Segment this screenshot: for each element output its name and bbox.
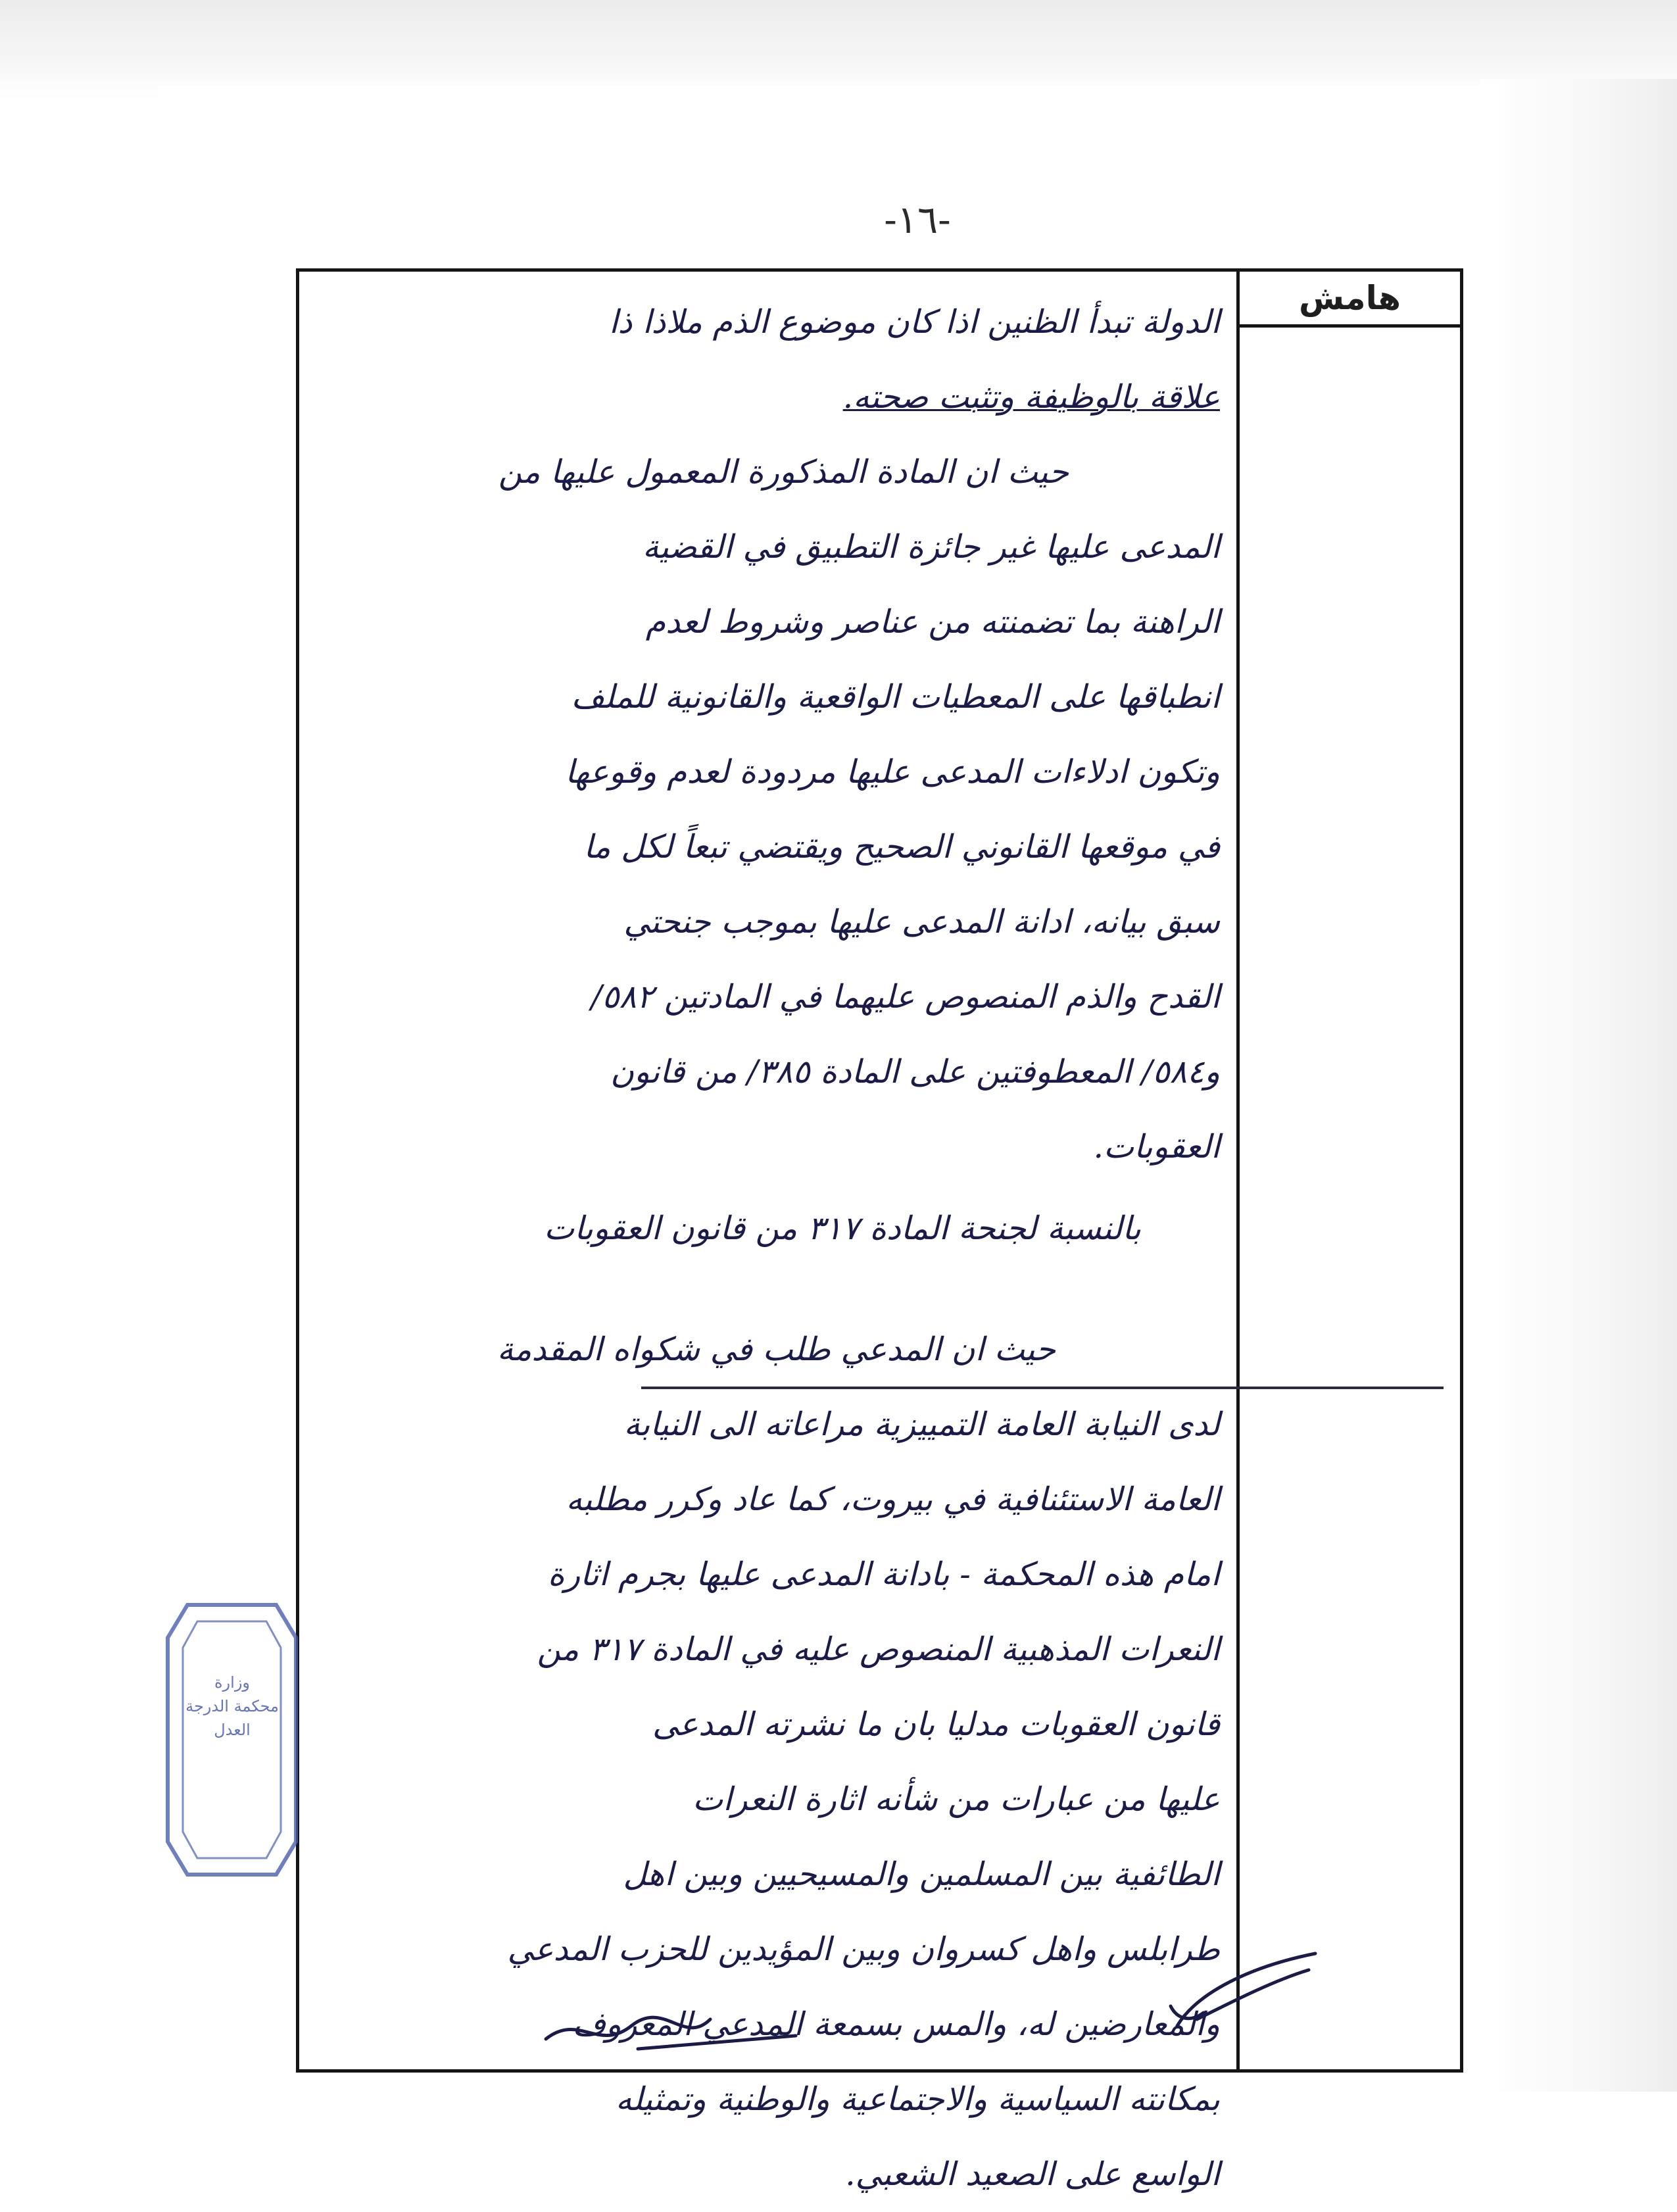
text-line: الطائفية بين المسلمين والمسيحيين وبين اهل xyxy=(623,1856,1220,1893)
section-underline xyxy=(641,1387,1444,1389)
margin-header xyxy=(1240,272,1460,328)
text-line: حيث ان المادة المذكورة المعمول عليها من xyxy=(498,453,1069,491)
underlined-text: علاقة بالوظيفة وتثبت صحته. xyxy=(842,378,1220,416)
initials-mark xyxy=(1157,1940,1328,2032)
text-line: سبق بيانه، ادانة المدعى عليها بموجب جنحتي xyxy=(623,903,1220,941)
text-line: لدى النيابة العامة التمييزية مراعاته الى النيابة xyxy=(623,1406,1220,1443)
text-line: العامة الاستئنافية في بيروت، كما عاد وكرر مطلبه xyxy=(566,1481,1220,1518)
text-line: قانون العقوبات مدليا بان ما نشرته المدعى xyxy=(652,1706,1220,1743)
text-line: في موقعها القانوني الصحيح ويقتضي تبعاً لكل ما xyxy=(583,828,1220,866)
stamp-line: العدل xyxy=(214,1721,251,1739)
margin-column xyxy=(1236,272,1460,2069)
handwritten-body xyxy=(319,285,1220,2212)
page-number: -١٦- xyxy=(884,197,951,242)
scan-shadow-top xyxy=(0,0,1677,99)
text-line: حيث ان المدعي طلب في شكواه المقدمة xyxy=(497,1331,1056,1368)
text-line: العقوبات. xyxy=(1093,1128,1220,1166)
stamp-line: وزارة xyxy=(214,1673,250,1692)
text-line: عليها من عبارات من شأنه اثارة النعرات xyxy=(693,1781,1220,1818)
scan-shadow-right xyxy=(1480,79,1677,2092)
text-line: امام هذه المحكمة - بادانة المدعى عليها بجرم اثارة xyxy=(547,1556,1220,1593)
signature-mark xyxy=(539,2000,802,2059)
text-line: وتكون ادلاءات المدعى عليها مردودة لعدم وقوعها xyxy=(565,753,1220,791)
text-line: الراهنة بما تضمنته من عناصر وشروط لعدم xyxy=(645,603,1220,641)
text-line: طرابلس واهل كسروان وبين المؤيدين للحزب المدعي xyxy=(507,1930,1220,1968)
stamp-text xyxy=(170,1671,295,1742)
text-line: النعرات المذهبية المنصوص عليه في المادة ٣١٧ من xyxy=(537,1631,1220,1668)
text-line: القدح والذم المنصوص عليهما في المادتين ٥٨٢/ xyxy=(591,978,1220,1016)
text-line: الدولة تبدأ الظنين اذا كان موضوع الذم ملاذا ذا xyxy=(608,303,1220,341)
section-heading: بالنسبة لجنحة المادة ٣١٧ من قانون العقوبات xyxy=(544,1210,1141,1247)
margin-header-label: هامش xyxy=(1298,279,1401,317)
text-line: الواسع على الصعيد الشعبي. xyxy=(845,2155,1220,2193)
text-line: والمعارضين له، والمس بسمعة المدعي المعروف xyxy=(572,2005,1220,2043)
text-line xyxy=(319,360,1220,435)
form-frame xyxy=(296,268,1463,2193)
text-line: المدعى عليها غير جائزة التطبيق في القضية xyxy=(642,528,1220,566)
text-line: و٥٨٤/ المعطوفتين على المادة ٣٨٥/ من قانون xyxy=(610,1053,1220,1091)
stamp-line: محكمة الدرجة xyxy=(185,1697,279,1715)
text-line: انطباقها على المعطيات الواقعية والقانونية للملف xyxy=(571,678,1220,716)
text-line: بمكانته السياسية والاجتماعية والوطنية وتمثيله xyxy=(616,2080,1220,2118)
